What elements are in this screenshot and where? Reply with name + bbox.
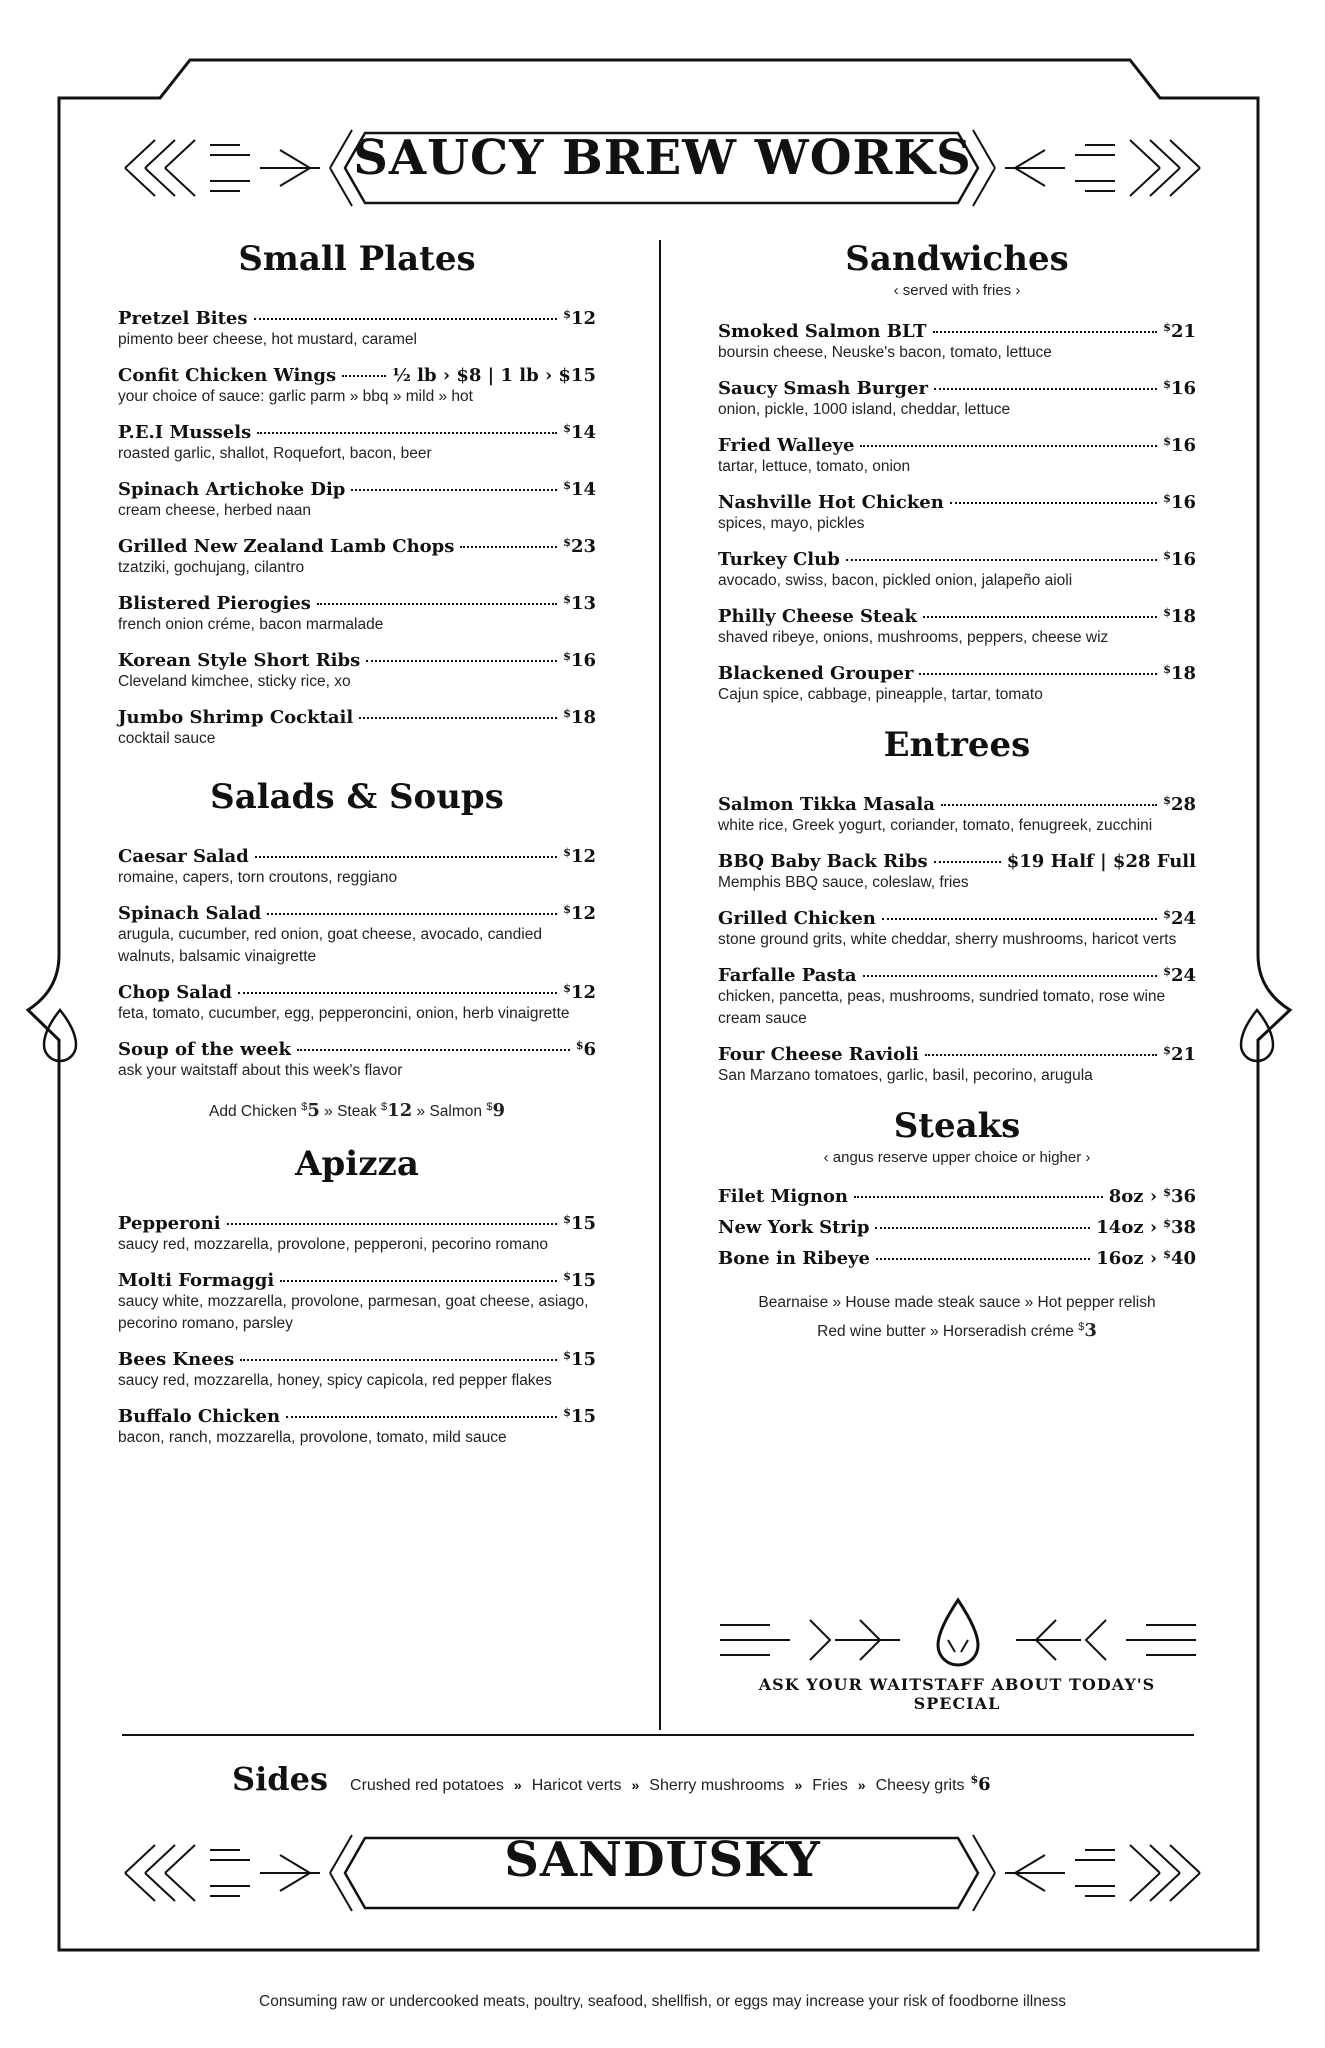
item-name: Spinach Salad [118, 903, 262, 924]
item-description: ask your waitstaff about this week's flavor [118, 1062, 403, 1079]
leader-dots [925, 1054, 1157, 1056]
menu-item [118, 707, 596, 750]
leader-dots [254, 318, 558, 320]
salads-soups-section [118, 776, 596, 1121]
item-price: $12 [563, 903, 596, 924]
location-name: SANDUSKY [504, 1832, 821, 1888]
steak-sauces: Bearnaise » House made steak sauce » Hot pepper relish Red wine butter » Horseradish créme $3 [758, 1294, 1156, 1342]
leader-dots [342, 375, 386, 377]
sandwiches-section [718, 238, 1196, 706]
menu-item [118, 308, 596, 351]
item-price: $16 [1163, 549, 1196, 570]
section-subtitle: ‹ served with fries › [893, 282, 1021, 299]
item-price: $16 [563, 650, 596, 671]
item-name: Blistered Pierogies [118, 593, 311, 614]
menu-item [118, 1406, 596, 1449]
section-title: Salads & Soups [210, 777, 504, 817]
item-price: ½ lb › $8 | 1 lb › $15 [392, 365, 596, 386]
leader-dots [876, 1258, 1090, 1260]
item-price: $15 [563, 1349, 596, 1370]
item-price: $15 [563, 1213, 596, 1234]
item-description: your choice of sauce: garlic parm » bbq » mild » hot [118, 388, 473, 405]
item-name: Bone in Ribeye [718, 1248, 870, 1269]
item-description: Cajun spice, cabbage, pineapple, tartar, tomato [718, 686, 1043, 703]
item-name: Confit Chicken Wings [118, 365, 337, 386]
item-name: Nashville Hot Chicken [718, 492, 944, 513]
leader-dots [255, 856, 558, 858]
leader-dots [923, 616, 1157, 618]
menu-item [118, 1039, 596, 1082]
item-description: arugula, cucumber, red onion, goat cheese, avocado, candied walnuts, balsamic vinaigrette [118, 926, 542, 965]
menu-item [118, 593, 596, 636]
leader-dots [317, 603, 557, 605]
leader-dots [460, 546, 557, 548]
item-price: $6 [575, 1039, 596, 1060]
item-description: cocktail sauce [118, 730, 216, 747]
leader-dots [854, 1196, 1103, 1198]
item-name: Korean Style Short Ribs [118, 650, 361, 671]
section-title: Steaks [893, 1106, 1021, 1146]
section-title: Entrees [883, 725, 1031, 765]
section-title: Small Plates [238, 239, 476, 279]
item-description: roasted garlic, shallot, Roquefort, bacon, beer [118, 445, 432, 462]
item-description: saucy red, mozzarella, honey, spicy capicola, red pepper flakes [118, 1372, 552, 1389]
menu-item [718, 435, 1196, 478]
item-price: $18 [1163, 606, 1196, 627]
leader-dots [934, 388, 1157, 390]
item-name: Grilled New Zealand Lamb Chops [118, 536, 455, 557]
item-price: $24 [1163, 965, 1196, 986]
item-name: Molti Formaggi [118, 1270, 275, 1291]
item-name: Jumbo Shrimp Cocktail [118, 707, 354, 728]
item-description: saucy white, mozzarella, provolone, parmesan, goat cheese, asiago, pecorino romano, parsley [118, 1293, 589, 1332]
menu-item [718, 606, 1196, 649]
item-description: boursin cheese, Neuske's bacon, tomato, lettuce [718, 344, 1052, 361]
menu-item [118, 365, 596, 408]
item-name: Smoked Salmon BLT [718, 321, 927, 342]
item-description: french onion créme, bacon marmalade [118, 616, 384, 633]
item-name: Blackened Grouper [718, 663, 914, 684]
leader-dots [919, 673, 1157, 675]
section-title: Sandwiches [845, 239, 1069, 279]
item-name: Philly Cheese Steak [718, 606, 917, 627]
side-item: Sherry mushrooms [649, 1777, 785, 1794]
item-description: avocado, swiss, bacon, pickled onion, jalapeño aioli [718, 572, 1073, 589]
item-price: $28 [1163, 794, 1196, 815]
apizza-section [118, 1143, 596, 1449]
section-subtitle: ‹ angus reserve upper choice or higher › [823, 1149, 1091, 1166]
section-title: Apizza [295, 1144, 419, 1184]
item-price: 8oz › $36 [1108, 1186, 1196, 1207]
item-name: Bees Knees [118, 1349, 235, 1370]
item-name: Pepperoni [118, 1213, 221, 1234]
menu-item [718, 794, 1196, 837]
menu-item [718, 851, 1196, 894]
leader-dots [359, 717, 557, 719]
item-price: $15 [563, 1406, 596, 1427]
item-description: spices, mayo, pickles [718, 515, 865, 532]
leader-dots [950, 502, 1157, 504]
leader-dots [238, 992, 557, 994]
right-column [718, 238, 1196, 1344]
leader-dots [846, 559, 1157, 561]
item-name: Filet Mignon [718, 1186, 849, 1207]
item-price: $14 [563, 422, 596, 443]
leader-dots [934, 861, 1001, 863]
item-description: feta, tomato, cucumber, egg, pepperoncini, onion, herb vinaigrette [118, 1005, 570, 1022]
item-name: P.E.I Mussels [118, 422, 252, 443]
menu-item [718, 1248, 1196, 1269]
side-item: Haricot verts [531, 1777, 622, 1794]
item-description: pimento beer cheese, hot mustard, caramel [118, 331, 417, 348]
menu-item [718, 549, 1196, 592]
leader-dots [882, 918, 1157, 920]
item-name: Caesar Salad [118, 846, 249, 867]
entrees-section [718, 724, 1196, 1087]
steaks-section [718, 1105, 1196, 1344]
leader-dots [297, 1049, 570, 1051]
leader-dots [366, 660, 557, 662]
leader-dots [227, 1223, 558, 1225]
menu-item [718, 965, 1196, 1030]
daily-special-note: ASK YOUR WAITSTAFF ABOUT TODAY'S SPECIAL [758, 1675, 1156, 1713]
item-price: $13 [563, 593, 596, 614]
item-name: Salmon Tikka Masala [718, 794, 935, 815]
item-price: $12 [563, 308, 596, 329]
menu-item [118, 903, 596, 968]
item-name: Fried Walleye [718, 435, 855, 456]
menu-item [718, 1217, 1196, 1238]
item-description: Memphis BBQ sauce, coleslaw, fries [718, 874, 969, 891]
leader-dots [860, 445, 1157, 447]
item-name: Soup of the week [118, 1039, 291, 1060]
item-price: 16oz › $40 [1096, 1248, 1196, 1269]
menu-item [118, 982, 596, 1025]
item-price: $21 [1163, 1044, 1196, 1065]
leader-dots [286, 1416, 557, 1418]
menu-item [718, 492, 1196, 535]
sides-row: Sides Crushed red potatoes » Haricot verts » Sherry mushrooms » Fries » Cheesy grits $6 [232, 1760, 991, 1798]
menu-item [118, 650, 596, 693]
menu-item [118, 846, 596, 889]
leader-dots [240, 1359, 557, 1361]
leader-dots [933, 331, 1158, 333]
item-description: tartar, lettuce, tomato, onion [718, 458, 911, 475]
restaurant-name: SAUCY BREW WORKS [353, 130, 972, 186]
leader-dots [941, 804, 1157, 806]
item-price: $19 Half | $28 Full [1006, 851, 1196, 872]
item-description: onion, pickle, 1000 island, cheddar, lettuce [718, 401, 1011, 418]
food-safety-disclaimer: Consuming raw or undercooked meats, poultry, seafood, shellfish, or eggs may increase your risk of foodborne illness [259, 1993, 1066, 2010]
menu-item [118, 1213, 596, 1256]
menu-item [118, 1270, 596, 1335]
item-name: New York Strip [718, 1217, 870, 1238]
leader-dots [267, 913, 557, 915]
item-name: Grilled Chicken [718, 908, 876, 929]
side-price: $6 [970, 1773, 991, 1795]
menu-item [718, 663, 1196, 706]
item-description: shaved ribeye, onions, mushrooms, peppers, cheese wiz [718, 629, 1109, 646]
menu-item [118, 1349, 596, 1392]
item-price: $16 [1163, 435, 1196, 456]
item-description: chicken, pancetta, peas, mushrooms, sundried tomato, rose wine cream sauce [718, 988, 1166, 1027]
side-item: Cheesy grits [875, 1777, 965, 1794]
item-price: $18 [1163, 663, 1196, 684]
item-price: $16 [1163, 378, 1196, 399]
item-name: Chop Salad [118, 982, 233, 1003]
menu-item [718, 908, 1196, 951]
item-price: 14oz › $38 [1096, 1217, 1196, 1238]
item-name: Farfalle Pasta [718, 965, 857, 986]
section-title: Sides [232, 1760, 329, 1798]
item-price: $23 [563, 536, 596, 557]
menu-item [118, 422, 596, 465]
item-description: tzatziki, gochujang, cilantro [118, 559, 305, 576]
item-description: saucy red, mozzarella, provolone, pepperoni, pecorino romano [118, 1236, 548, 1253]
item-description: Cleveland kimchee, sticky rice, xo [118, 673, 351, 690]
item-name: Saucy Smash Burger [718, 378, 928, 399]
item-price: $24 [1163, 908, 1196, 929]
item-price: $15 [563, 1270, 596, 1291]
item-description: stone ground grits, white cheddar, sherry mushrooms, haricot verts [718, 931, 1177, 948]
menu-item [718, 1044, 1196, 1087]
item-description: white rice, Greek yogurt, coriander, tomato, fenugreek, zucchini [718, 817, 1153, 834]
menu-item [118, 536, 596, 579]
item-name: Pretzel Bites [118, 308, 248, 329]
item-price: $21 [1163, 321, 1196, 342]
menu-item [718, 321, 1196, 364]
item-price: $18 [563, 707, 596, 728]
leader-dots [863, 975, 1158, 977]
item-price: $14 [563, 479, 596, 500]
leader-dots [875, 1227, 1090, 1229]
menu-item [118, 479, 596, 522]
item-name: BBQ Baby Back Ribs [718, 851, 928, 872]
item-description: San Marzano tomatoes, garlic, basil, pecorino, arugula [718, 1067, 1093, 1084]
leader-dots [257, 432, 557, 434]
item-description: romaine, capers, torn croutons, reggiano [118, 869, 398, 886]
leader-dots [351, 489, 557, 491]
item-name: Four Cheese Ravioli [718, 1044, 919, 1065]
protein-addons: Add Chicken $5 » Steak $12 » Salmon $9 [209, 1100, 505, 1121]
item-price: $12 [563, 982, 596, 1003]
item-name: Turkey Club [718, 549, 840, 570]
item-price: $12 [563, 846, 596, 867]
leader-dots [280, 1280, 557, 1282]
side-item: Crushed red potatoes [350, 1777, 504, 1794]
left-column [118, 238, 596, 1463]
item-name: Buffalo Chicken [118, 1406, 281, 1427]
item-description: bacon, ranch, mozzarella, provolone, tomato, mild sauce [118, 1429, 507, 1446]
item-price: $16 [1163, 492, 1196, 513]
menu-item [718, 378, 1196, 421]
item-description: cream cheese, herbed naan [118, 502, 312, 519]
item-name: Spinach Artichoke Dip [118, 479, 346, 500]
menu-item [718, 1186, 1196, 1207]
side-item: Fries [812, 1777, 848, 1794]
small-plates-section [118, 238, 596, 750]
